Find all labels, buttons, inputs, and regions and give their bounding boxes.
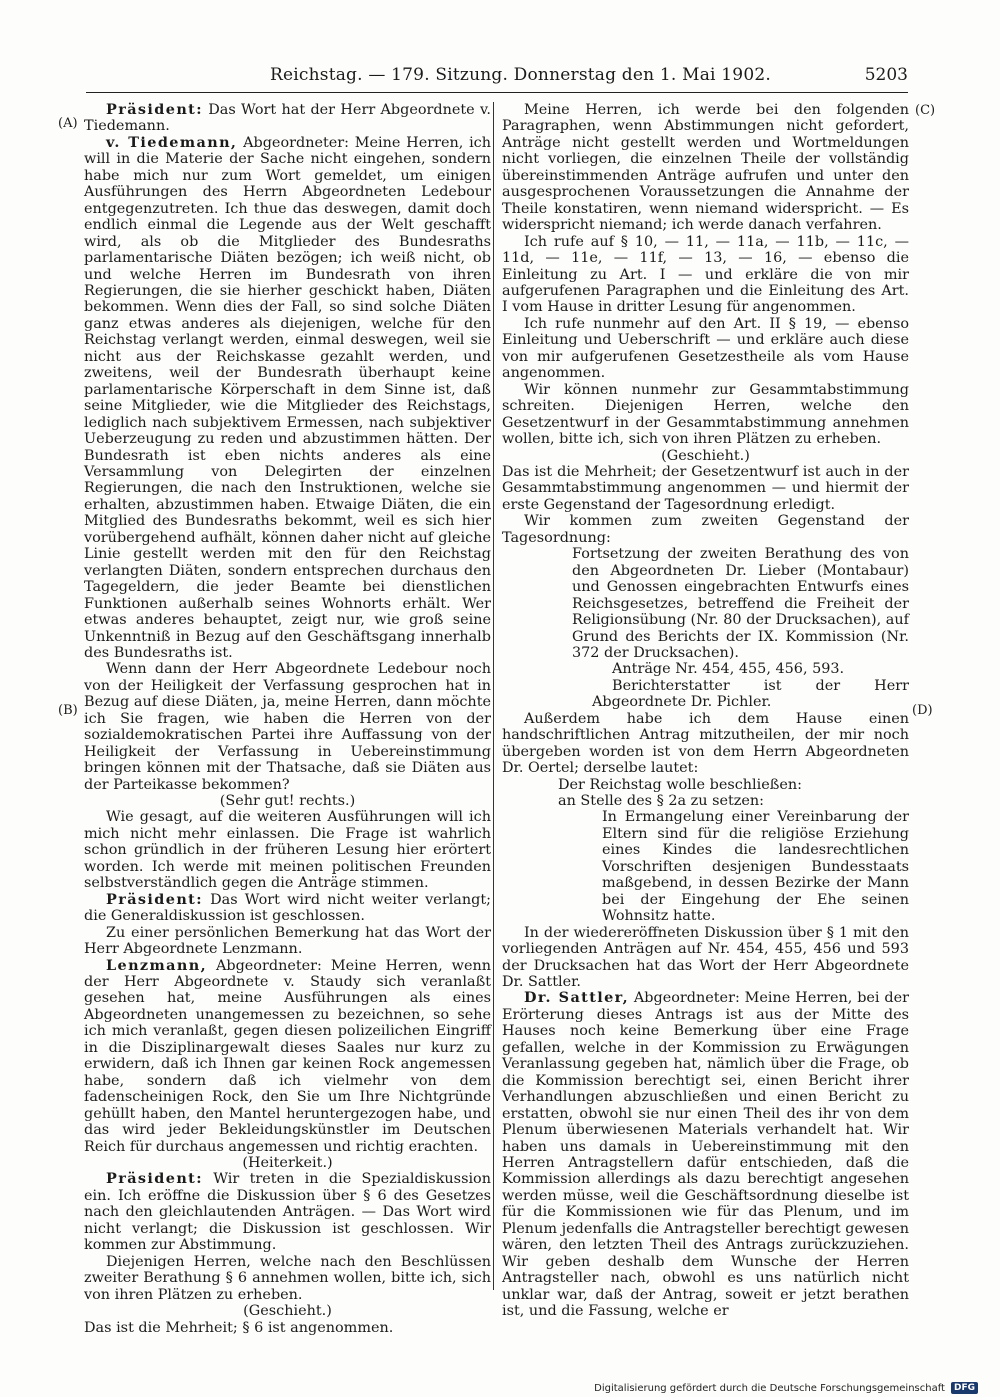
footer: [594, 1382, 978, 1394]
paragraph-text: Berichterstatter ist der Herr Abgeordnete Dr. Pichler.: [592, 677, 909, 711]
margin-mark-d: (D): [912, 703, 933, 718]
paragraph: [502, 102, 909, 234]
paragraph: [502, 925, 909, 991]
paragraph: [84, 958, 491, 1155]
paragraph: [502, 448, 909, 464]
paragraph: [84, 925, 491, 958]
paragraph-text: Ich rufe auf § 10, — 11, — 11a, — 11b, — 11c, — 11d, — 11e, — 11f, — 13, — 16, — ebenso die Einleitung zu Art. I — und erkläre die von mir aufgerufenen Paragraphen und die Einleitung des Art. I vom Hause in dritter Lesung für angenommen.: [502, 233, 909, 316]
margin-mark-b: (B): [58, 703, 78, 718]
paragraph: [84, 809, 491, 891]
paragraph: [84, 793, 491, 809]
column-divider: [493, 102, 494, 1290]
margin-mark-c: (C): [915, 103, 936, 118]
paragraph: [502, 316, 909, 382]
speaker-name: Dr. Sattler,: [524, 989, 630, 1007]
paragraph-text: Das ist die Mehrheit; § 6 ist angenommen.: [84, 1319, 394, 1336]
paragraph-text: Abgeordneter: Meine Herren, wenn der Herr Abgeordnete v. Staudy sich veranlaßt gesehen hat, meine Ausführungen als eines Abgeordneten unangemessen zu bezeichnen, so sehe ich mich veranlaßt, gegen diesen polizeilichen Eingriff in die Disziplinargewalt dieses Saales nur kurz zu erwidern, daß ich Ihnen gar keinen Rock angemessen habe, sondern daß ich vielmehr von dem fadenscheinigen Rock, den Sie um Ihre Nichtgründe gehüllt haben, den Mantel heruntergezogen habe, und das wird jeder Bekleidungskünstler im Deutschen Reich für durchaus angemessen und richtig erachten.: [84, 957, 491, 1155]
paragraph-text: Abgeordneter: Meine Herren, bei der Erörterung dieses Antrags ist aus der Mitte des Hauses noch keine Bemerkung über eine Frage gefallen, welche in der Kommission zu Erwägungen Veranlassung gegeben hat, nämlich über die Frage, ob die Kommission berechtigt sei, einen Bericht ihrer Verhandlungen abzuschließen und einen Bericht zu erstatten, obwohl sie nur einen Theil des ihr von dem Plenum überwiesenen Materials verhandelt hat. Wir haben uns damals in Uebereinstimmung mit den Herren Antragstellern dafür entschieden, daß die Kommission allerdings als dazu berechtigt angesehen werden müsse, weil die Geschäftsordnung dieselbe ist für die Kommissionen wie für das Plenum, und im Plenum jedenfalls die Antragsteller berechtigt gewesen wären, den letzten Theil des Antrags zurückzuziehen. Wir geben deshalb dem Wunsche der Herren Antragsteller nach, obwohl es uns natürlich nicht unklar war, daß der Antrag, soweit er jetzt berathen ist, und die Fassung, welche er: [502, 990, 909, 1320]
left-column: [84, 102, 491, 1336]
paragraph-text: In Ermangelung einer Vereinbarung der Eltern sind für die religiöse Erziehung eines Kindes die landesrechtlichen Vorschriften desjenigen Bundesstaats maßgebend, in dessen Bezirke der Mann bei der Eingehung der Ehe seinen Wohnsitz hatte.: [602, 809, 909, 925]
right-column: [502, 102, 909, 1320]
paragraph: [84, 102, 491, 135]
paragraph-text: Das Wort hat der Herr Abgeordnete v. Tiedemann.: [84, 102, 491, 135]
paragraph-text: Ich rufe nunmehr auf den Art. II § 19, — ebenso Einleitung und Ueberschrift — und erkläre auch diese von mir aufgerufenen Gesetzestheile als vom Hause angenommen.: [502, 315, 909, 382]
paragraph-text: an Stelle des § 2a zu setzen:: [558, 793, 764, 810]
paragraph-text: (Geschieht.): [661, 447, 750, 464]
paragraph-text: In der wiedereröffneten Diskussion über § 1 mit den vorliegenden Anträgen auf Nr. 454, 455, 456 und 593 der Drucksachen hat das Wort der Herr Abgeordnete Dr. Sattler.: [502, 924, 909, 991]
paragraph-text: Meine Herren, ich werde bei den folgenden Paragraphen, wenn Abstimmungen nicht gefordert, Anträge nicht gestellt werden und Wortmeldungen nicht vorliegen, die einzelnen Theile der vollständig übereinstimmenden Anträge aufrufen und unter den ausgesprochenen Voraussetzungen die Annahme der Theile konstatiren, wenn niemand widerspricht. — Es widerspricht niemand; ich werde danach verfahren.: [502, 102, 909, 234]
paragraph-text: Außerdem habe ich dem Hause einen handschriftlichen Antrag mitzutheilen, der mir noch übergeben worden ist von dem Herrn Abgeordneten Dr. Oertel; derselbe lautet:: [502, 710, 909, 777]
paragraph: [502, 382, 909, 448]
speaker-name: Präsident:: [106, 1170, 203, 1188]
paragraph: [502, 793, 909, 809]
paragraph: [84, 135, 491, 662]
paragraph-text: Abgeordneter: Meine Herren, ich will in die Materie der Sache nicht eingehen, sondern habe mich nur zum Wort gemeldet, um einigen Ausführungen des Herrn Abgeordneten Ledebour entgegenzutreten. Ich thue das deswegen, damit doch endlich einmal die Legende aus der Welt geschafft wird, als ob die Mitglieder des Bundesraths parlamentarische Diäten bezögen; ich weiß nicht, ob und welche Herren im Bundesrath von ihren Regierungen, die sie hierher geschickt haben, Diäten bekommen. Wenn dies der Fall, so sind solche Diäten ganz etwas anderes als diejenigen, welche für den Reichstag verlangt werden, einmal deswegen, weil sie nicht aus der Reichskasse gezahlt werden, und zweitens, weil der Bundesrath überhaupt keine parlamentarische Körperschaft in dem Sinne ist, daß seine Mitglieder, wie die Mitglieder des Reichstags, lediglich nach subjektivem Ermessen, nach subjektiver Ueberzeugung zu reden und abzustimmen hätten. Der Bundesrath ist eben nichts anderes als eine Versammlung von Delegirten der einzelnen Regierungen, die nach den Instruktionen, welche sie erhalten, abzustimmen haben. Etwaige Diäten, die ein Mitglied des Bundesraths bekommt, weil es sich hier vorübergehend aufhält, können daher nicht auf gleiche Linie gestellt werden mit den für den Reichstag verlangten Diäten, sondern entsprechen durchaus den Tagegeldern, die jeder Beamte bei dienstlichen Funktionen außerhalb seines Wohnorts erhält. Wer etwas anderes behauptet, zeigt nur, wie groß seine Unkenntniß in Bezug auf den Geschäftsgang innerhalb des Bundesraths ist.: [84, 134, 492, 661]
paragraph: [502, 678, 909, 711]
paragraph: [84, 1155, 491, 1171]
paragraph: [502, 234, 909, 316]
running-title: Reichstag. — 179. Sitzung. Donnerstag den 1. Mai 1902.: [270, 65, 771, 85]
paragraph-text: Wie gesagt, auf die weiteren Ausführungen will ich mich nicht mehr einlassen. Die Frage ist wahrlich schon gründlich in der früheren Lesung hier erörtert worden. Ich werde mit meinen politischen Freunden selbstverständlich gegen die Anträge stimmen.: [84, 809, 491, 892]
paragraph-text: (Heiterkeit.): [242, 1155, 333, 1171]
paragraph: [84, 661, 491, 793]
dfg-logo: DFG: [951, 1382, 978, 1394]
paragraph: [84, 1303, 491, 1319]
paragraph: [502, 711, 909, 777]
paragraph: [502, 809, 909, 924]
paragraph-text: Zu einer persönlichen Bemerkung hat das Wort der Herr Abgeordnete Lenzmann.: [84, 924, 491, 958]
speaker-name: Präsident:: [106, 890, 203, 908]
paragraph-text: Der Reichstag wolle beschließen:: [558, 776, 803, 793]
page-number: 5203: [864, 65, 908, 85]
paragraph-text: (Sehr gut! rechts.): [219, 793, 356, 810]
paragraph-text: Wir kommen zum zweiten Gegenstand der Tagesordnung:: [502, 513, 909, 546]
paragraph-text: Anträge Nr. 454, 455, 456, 593.: [612, 661, 845, 678]
paragraph-text: Das ist die Mehrheit; der Gesetzentwurf ist auch in der Gesammtabstimmung angenommen — und hiermit der erste Gegenstand der Tagesordnung erledigt.: [502, 463, 909, 513]
paragraph: [502, 546, 909, 661]
paragraph: [502, 661, 909, 677]
paragraph-text: Diejenigen Herren, welche nach den Beschlüssen zweiter Berathung § 6 annehmen wollen, bitte ich, sich von ihren Plätzen zu erheben.: [84, 1253, 491, 1303]
paragraph-text: Fortsetzung der zweiten Berathung des von den Abgeordneten Dr. Lieber (Montabaur) und Genossen eingebrachten Entwurfs eines Reichsgesetzes, betreffend die Freiheit der Religionsübung (Nr. 80 der Drucksachen), auf Grund des Berichts der IX. Kommission (Nr. 372 der Drucksachen).: [572, 546, 909, 661]
paragraph: [84, 1320, 491, 1336]
paragraph: [502, 513, 909, 546]
speaker-name: v. Tiedemann,: [106, 133, 238, 151]
funding-note: Digitalisierung gefördert durch die Deutsche Forschungsgemeinschaft: [594, 1382, 945, 1394]
paragraph: [84, 1254, 491, 1303]
paragraph-text: Wir können nunmehr zur Gesammtabstimmung schreiten. Diejenigen Herren, welche den Gesetzentwurf in der Gesammtabstimmung annehmen wollen, bitte ich, sich von ihren Plätzen zu erheben.: [502, 381, 909, 448]
paragraph-text: Das Wort wird nicht weiter verlangt; die Generaldiskussion ist geschlossen.: [84, 891, 491, 925]
paragraph-text: Wir treten in die Spezialdiskussion ein. Ich eröffne die Diskussion über § 6 des Gesetzes nach den gleichlautenden Anträgen. — Das Wort wird nicht verlangt; die Diskussion ist geschlossen. Wir kommen zur Abstimmung.: [84, 1171, 491, 1254]
header-rule: [86, 92, 908, 93]
speaker-name: Präsident:: [106, 101, 203, 118]
paragraph: [84, 1171, 491, 1253]
paragraph: [502, 990, 909, 1319]
paragraph: [502, 777, 909, 793]
paragraph: [502, 464, 909, 513]
margin-mark-a: (A): [58, 116, 78, 131]
paragraph-text: (Geschieht.): [243, 1303, 332, 1320]
paragraph-text: Wenn dann der Herr Abgeordnete Ledebour noch von der Heiligkeit der Verfassung gesprochen hat in Bezug auf diese Diäten, ja, meine Herren, dann möchte ich Sie fragen, wie haben die Herren von der sozialdemokratischen Partei ihre Auffassung von der Heiligkeit der Verfassung in Uebereinstimmung bringen können mit der Thatsache, daß sie Diäten aus der Parteikasse bekommen?: [84, 661, 491, 793]
paragraph: [84, 892, 491, 925]
page-header: [86, 65, 908, 89]
speaker-name: Lenzmann,: [106, 956, 207, 974]
